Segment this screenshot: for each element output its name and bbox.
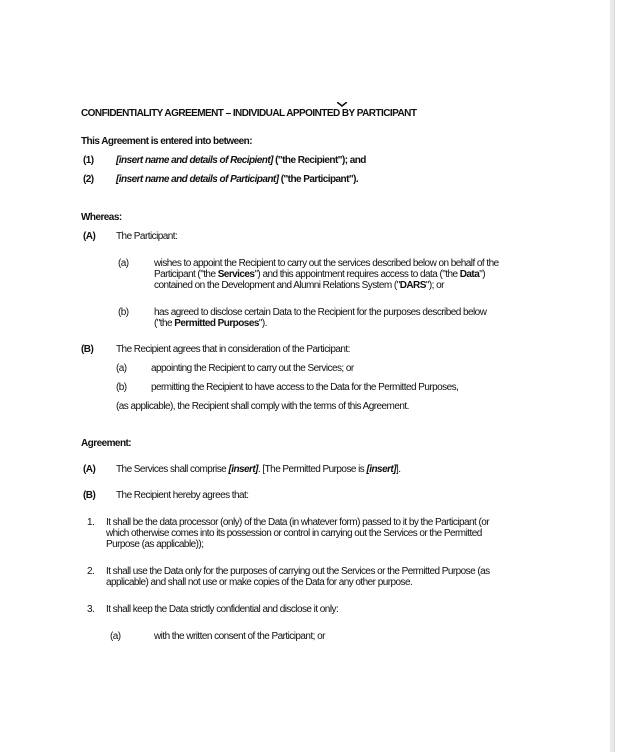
- party-1-number: (1): [83, 155, 94, 166]
- recital-b-text: The Recipient agrees that in consideration of the Participant:: [116, 344, 350, 355]
- recital-b-tail: (as applicable), the Recipient shall comply with the terms of this Agreement.: [116, 401, 409, 412]
- defined-term-data: Data: [459, 269, 480, 280]
- recital-a-item-a-line3: [154, 280, 444, 292]
- defined-term-services: Services: [217, 269, 255, 280]
- clause-1-line1: It shall be the data processor (only) of the Data (in whatever form) passed to it by the Participant (or: [106, 517, 490, 528]
- party-1-rest: ("the Recipient"); and: [272, 155, 366, 166]
- agreement-a-number: (A): [83, 464, 96, 475]
- text-run: The Services shall comprise: [116, 464, 229, 475]
- whereas-heading: Whereas:: [81, 212, 122, 223]
- clause-3-line1: It shall keep the Data strictly confidential and disclose it only:: [106, 604, 339, 615]
- clause-2-number: 2.: [87, 566, 95, 577]
- agreement-heading: Agreement:: [81, 438, 132, 449]
- text-run: ").: [258, 318, 267, 329]
- insert-placeholder: [insert]: [228, 464, 258, 475]
- clause-2-line2: applicable) and shall not use or make copies of the Data for any other purpose.: [106, 577, 413, 588]
- clause-2-line1: It shall use the Data only for the purposes of carrying out the Services or the Permitted Purpose (as: [106, 566, 490, 577]
- clause-3-item-a-text: with the written consent of the Participant; or: [154, 631, 325, 642]
- text-run: ") and this appointment requires access to data ("the: [254, 269, 460, 280]
- recital-a-number: (A): [83, 231, 96, 242]
- party-2-placeholder: [insert name and details of Participant]: [116, 174, 279, 185]
- recital-a-item-b-line1: has agreed to disclose certain Data to the Recipient for the purposes described below: [154, 307, 487, 318]
- recital-b-item-b-text: permitting the Recipient to have access to the Data for the Permitted Purposes,: [151, 382, 459, 393]
- insert-placeholder: [insert]: [366, 464, 396, 475]
- page-edge: [610, 0, 614, 752]
- text-run: "); or: [425, 280, 444, 291]
- text-run: "): [479, 269, 486, 280]
- intro-text: This Agreement is entered into between:: [81, 136, 252, 147]
- party-1-text: [116, 155, 366, 167]
- document-title: CONFIDENTIALITY AGREEMENT – INDIVIDUAL APPOINTED BY PARTICIPANT: [81, 108, 417, 119]
- recital-a-item-a-line1: wishes to appoint the Recipient to carry out the services described below on behalf of the: [154, 258, 499, 269]
- agreement-b-text: The Recipient hereby agrees that:: [116, 490, 249, 501]
- recital-a-item-b-line2: [154, 318, 267, 330]
- agreement-a-text: [116, 464, 400, 476]
- text-run: . [The Permitted Purpose is: [257, 464, 367, 475]
- clause-1-number: 1.: [87, 517, 95, 528]
- recital-a-text: The Participant:: [116, 231, 178, 242]
- clause-1-line3: Purpose (as applicable));: [106, 539, 204, 550]
- recital-b-number: (B): [81, 344, 94, 355]
- caret-mark-icon: [337, 102, 347, 107]
- recital-a-item-a-number: (a): [118, 258, 129, 269]
- recital-b-item-a-number: (a): [116, 363, 127, 374]
- text-run: ("the: [154, 318, 175, 329]
- party-2-text: [116, 174, 358, 186]
- clause-1-line2: which otherwise comes into its possession or control in carrying out the Services or the Permitted: [106, 528, 482, 539]
- party-2-number: (2): [83, 174, 94, 185]
- clause-3-item-a-number: (a): [110, 631, 121, 642]
- text-run: ].: [395, 464, 401, 475]
- recital-b-item-a-text: appointing the Recipient to carry out the Services; or: [151, 363, 354, 374]
- clause-3-number: 3.: [87, 604, 95, 615]
- agreement-b-number: (B): [83, 490, 96, 501]
- party-1-placeholder: [insert name and details of Recipient]: [116, 155, 273, 166]
- recital-a-item-b-number: (b): [118, 307, 129, 318]
- text-run: Participant ("the: [154, 269, 218, 280]
- party-2-rest: ("the Participant").: [278, 174, 359, 185]
- defined-term-permitted-purposes: Permitted Purposes: [174, 318, 259, 329]
- text-run: contained on the Development and Alumni Relations System (": [154, 280, 400, 291]
- recital-b-item-b-number: (b): [116, 382, 127, 393]
- defined-term-dars: DARS: [399, 280, 426, 291]
